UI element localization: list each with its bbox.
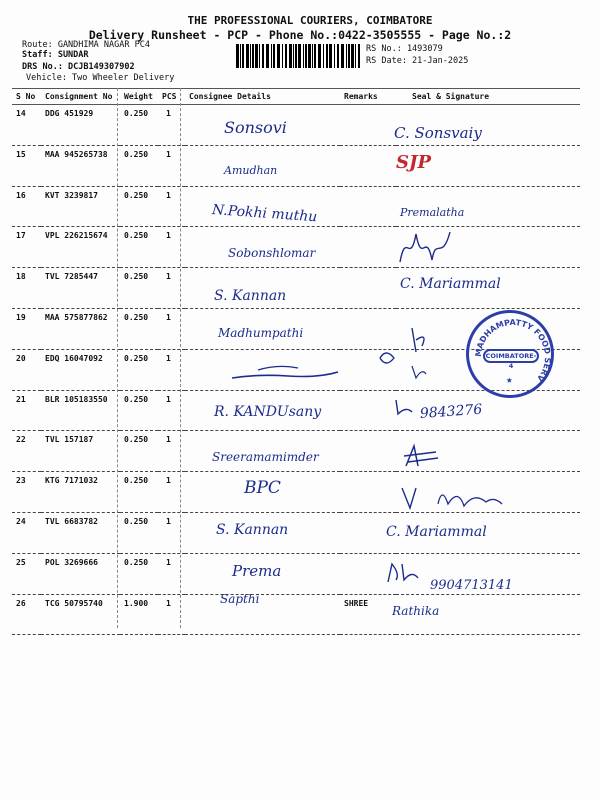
rs-number: RS No.: 1493079	[366, 44, 443, 54]
barcode-bar	[250, 44, 251, 68]
cell-weight: 1.900	[120, 594, 158, 635]
vehicle-label: Vehicle: Two Wheeler Delivery	[26, 73, 175, 83]
cell-consignment-no: TCG 50795740	[41, 594, 120, 635]
cell-remarks	[340, 268, 396, 309]
cell-weight: 0.250	[120, 268, 158, 309]
barcode-bar	[305, 44, 307, 68]
cell-pcs: 1	[158, 472, 185, 513]
table-row	[12, 512, 580, 553]
cell-consignment-no: EDQ 16047092	[41, 349, 120, 390]
cell-sno: 14	[12, 105, 41, 146]
handwritten-signature-scribble	[384, 560, 428, 586]
barcode-bar	[303, 44, 304, 68]
handwritten-consignee-name: Sreeramamimder	[212, 450, 319, 464]
table-row	[12, 145, 580, 186]
handwritten-consignee-name: R. KANDUsany	[214, 404, 322, 420]
cell-weight: 0.250	[120, 105, 158, 146]
cell-consignment-no: POL 3269666	[41, 553, 120, 594]
barcode-bar	[323, 44, 324, 68]
handwritten-signature: SJP	[396, 152, 432, 173]
star-icon: ★	[506, 373, 513, 386]
cell-consignment-no: VPL 226215674	[41, 227, 120, 268]
cell-sno: 21	[12, 390, 41, 431]
stamp-center-text: COIMBATORE-4	[483, 349, 539, 363]
drs-number: DRS No.: DCJB149307902	[22, 62, 135, 72]
cell-weight: 0.250	[120, 186, 158, 227]
barcode-bar	[255, 44, 258, 68]
barcode-bar	[358, 44, 360, 68]
handwritten-consignee-name: BPC	[244, 478, 281, 498]
col-sno: S No	[12, 89, 41, 105]
barcode-bar	[289, 44, 292, 68]
cell-consignment-no: BLR 105183550	[41, 390, 120, 431]
cell-pcs: 1	[158, 227, 185, 268]
handwritten-signature-scribble	[402, 442, 442, 470]
handwritten-signature: 9843276	[419, 401, 483, 422]
handwritten-scribble	[228, 362, 348, 388]
col-remarks: Remarks	[340, 89, 396, 105]
cell-pcs: 1	[158, 145, 185, 186]
handwritten-consignee-name: Sobonshlomar	[228, 246, 316, 260]
cell-consignment-no: KVT 3239817	[41, 186, 120, 227]
handwritten-signature-scribble	[372, 322, 442, 382]
cell-pcs: 1	[158, 349, 185, 390]
barcode-bar	[293, 44, 294, 68]
barcode-bar	[240, 44, 241, 68]
col-weight: Weight	[120, 89, 158, 105]
cell-weight: 0.250	[120, 308, 158, 349]
runsheet-title: Delivery Runsheet - PCP - Phone No.:0422-3505555 - Page No.:2	[88, 28, 512, 42]
cell-remarks	[340, 472, 396, 513]
barcode-bar	[298, 44, 301, 68]
handwritten-signature: C. Sonsvaiy	[394, 124, 482, 142]
cell-remarks	[340, 227, 396, 268]
cell-remarks	[340, 105, 396, 146]
col-pcs: PCS	[158, 89, 185, 105]
barcode-bar	[341, 44, 344, 68]
barcode-bar	[334, 44, 335, 68]
cell-consignment-no: TVL 7285447	[41, 268, 120, 309]
company-seal-stamp	[466, 310, 554, 398]
barcode-bar	[236, 44, 239, 68]
cell-consignment-no: KTG 7171032	[41, 472, 120, 513]
cell-sno: 24	[12, 512, 41, 553]
cell-weight: 0.250	[120, 145, 158, 186]
cell-weight: 0.250	[120, 472, 158, 513]
cell-sno: 16	[12, 186, 41, 227]
cell-sno: 17	[12, 227, 41, 268]
barcode-bar	[242, 44, 244, 68]
barcode-bar	[346, 44, 347, 68]
staff-label: Staff: SUNDAR	[22, 50, 89, 60]
cell-pcs: 1	[158, 186, 185, 227]
barcode-bar	[318, 44, 321, 68]
col-signature: Seal & Signature	[396, 89, 580, 105]
cell-sno: 25	[12, 553, 41, 594]
barcode-bar	[308, 44, 311, 68]
cell-pcs: 1	[158, 390, 185, 431]
cell-weight: 0.250	[120, 512, 158, 553]
barcode-bar	[266, 44, 269, 68]
handwritten-consignee-name: S. Kannan	[214, 288, 287, 304]
cell-remarks	[340, 431, 396, 472]
cell-weight: 0.250	[120, 349, 158, 390]
barcode-bar	[259, 44, 260, 68]
handwritten-consignee-name: Sonsovi	[224, 118, 287, 137]
cell-weight: 0.250	[120, 431, 158, 472]
handwritten-signature-scribble	[396, 226, 456, 270]
barcode-bar	[326, 44, 328, 68]
cell-pcs: 1	[158, 553, 185, 594]
column-divider	[117, 88, 118, 628]
company-name: THE PROFESSIONAL COURIERS, COIMBATORE	[187, 14, 433, 27]
barcode-bar	[351, 44, 354, 68]
barcode-bar	[337, 44, 339, 68]
barcode-bar	[246, 44, 249, 68]
cell-weight: 0.250	[120, 553, 158, 594]
cell-consignment-no: TVL 6683782	[41, 512, 120, 553]
handwritten-signature: C. Mariammal	[386, 524, 487, 540]
barcode-bar	[271, 44, 272, 68]
handwritten-consignee-name: Prema	[232, 562, 282, 580]
handwritten-consignee-name: Madhumpathi	[218, 326, 304, 340]
cell-pcs: 1	[158, 594, 185, 635]
cell-remarks	[340, 186, 396, 227]
stamp-ring-label: MADHAMPATTY FOOD SERV	[473, 317, 553, 384]
cell-weight: 0.250	[120, 227, 158, 268]
barcode-bar	[262, 44, 264, 68]
table-header-row	[12, 89, 580, 105]
cell-remarks	[340, 390, 396, 431]
column-divider	[180, 88, 181, 628]
route-label: Route: GANDHIMA NAGAR PC4	[22, 40, 150, 50]
cell-consignment-no: MAA 945265738	[41, 145, 120, 186]
barcode-bar	[312, 44, 313, 68]
cell-pcs: 1	[158, 431, 185, 472]
handwritten-signature: Premalatha	[400, 206, 465, 219]
col-consignment: Consignment No	[41, 89, 120, 105]
cell-sno: 20	[12, 349, 41, 390]
table-row	[12, 105, 580, 146]
barcode-bar	[355, 44, 356, 68]
barcode-bar	[348, 44, 350, 68]
handwritten-consignee-name: S. Kannan	[216, 522, 289, 538]
barcode-image	[236, 44, 360, 68]
barcode-bar	[329, 44, 332, 68]
cell-consignment-no: DDG 451929	[41, 105, 120, 146]
handwritten-signature: Rathika	[392, 604, 440, 618]
barcode-bar	[285, 44, 287, 68]
cell-sno: 18	[12, 268, 41, 309]
table-row	[12, 594, 580, 635]
barcode-bar	[273, 44, 275, 68]
handwritten-consignee-name: Sapthi	[220, 592, 260, 606]
cell-sno: 15	[12, 145, 41, 186]
cell-sno: 23	[12, 472, 41, 513]
cell-sno: 22	[12, 431, 41, 472]
handwritten-consignee-name: N.Pokhi muthu	[211, 202, 318, 226]
barcode-bar	[282, 44, 283, 68]
handwritten-signature-scribble	[398, 482, 508, 512]
cell-consignee-details	[185, 594, 340, 635]
handwritten-signature: C. Mariammal	[400, 276, 501, 292]
barcode-bar	[295, 44, 297, 68]
barcode-bar	[314, 44, 316, 68]
cell-consignment-no: TVL 157187	[41, 431, 120, 472]
barcode-bar	[252, 44, 254, 68]
handwritten-signature-scribble	[392, 396, 418, 420]
cell-pcs: 1	[158, 308, 185, 349]
cell-pcs: 1	[158, 105, 185, 146]
cell-sno: 19	[12, 308, 41, 349]
barcode-bar	[277, 44, 280, 68]
cell-consignment-no: MAA 575877862	[41, 308, 120, 349]
col-consignee: Consignee Details	[185, 89, 340, 105]
cell-remarks	[340, 145, 396, 186]
cell-pcs: 1	[158, 512, 185, 553]
rs-date: RS Date: 21-Jan-2025	[366, 56, 469, 66]
cell-sno: 26	[12, 594, 41, 635]
cell-pcs: 1	[158, 268, 185, 309]
cell-remarks: SHREE	[340, 594, 396, 635]
handwritten-consignee-name: Amudhan	[224, 164, 278, 177]
cell-weight: 0.250	[120, 390, 158, 431]
handwritten-signature: 9904713141	[430, 578, 513, 593]
